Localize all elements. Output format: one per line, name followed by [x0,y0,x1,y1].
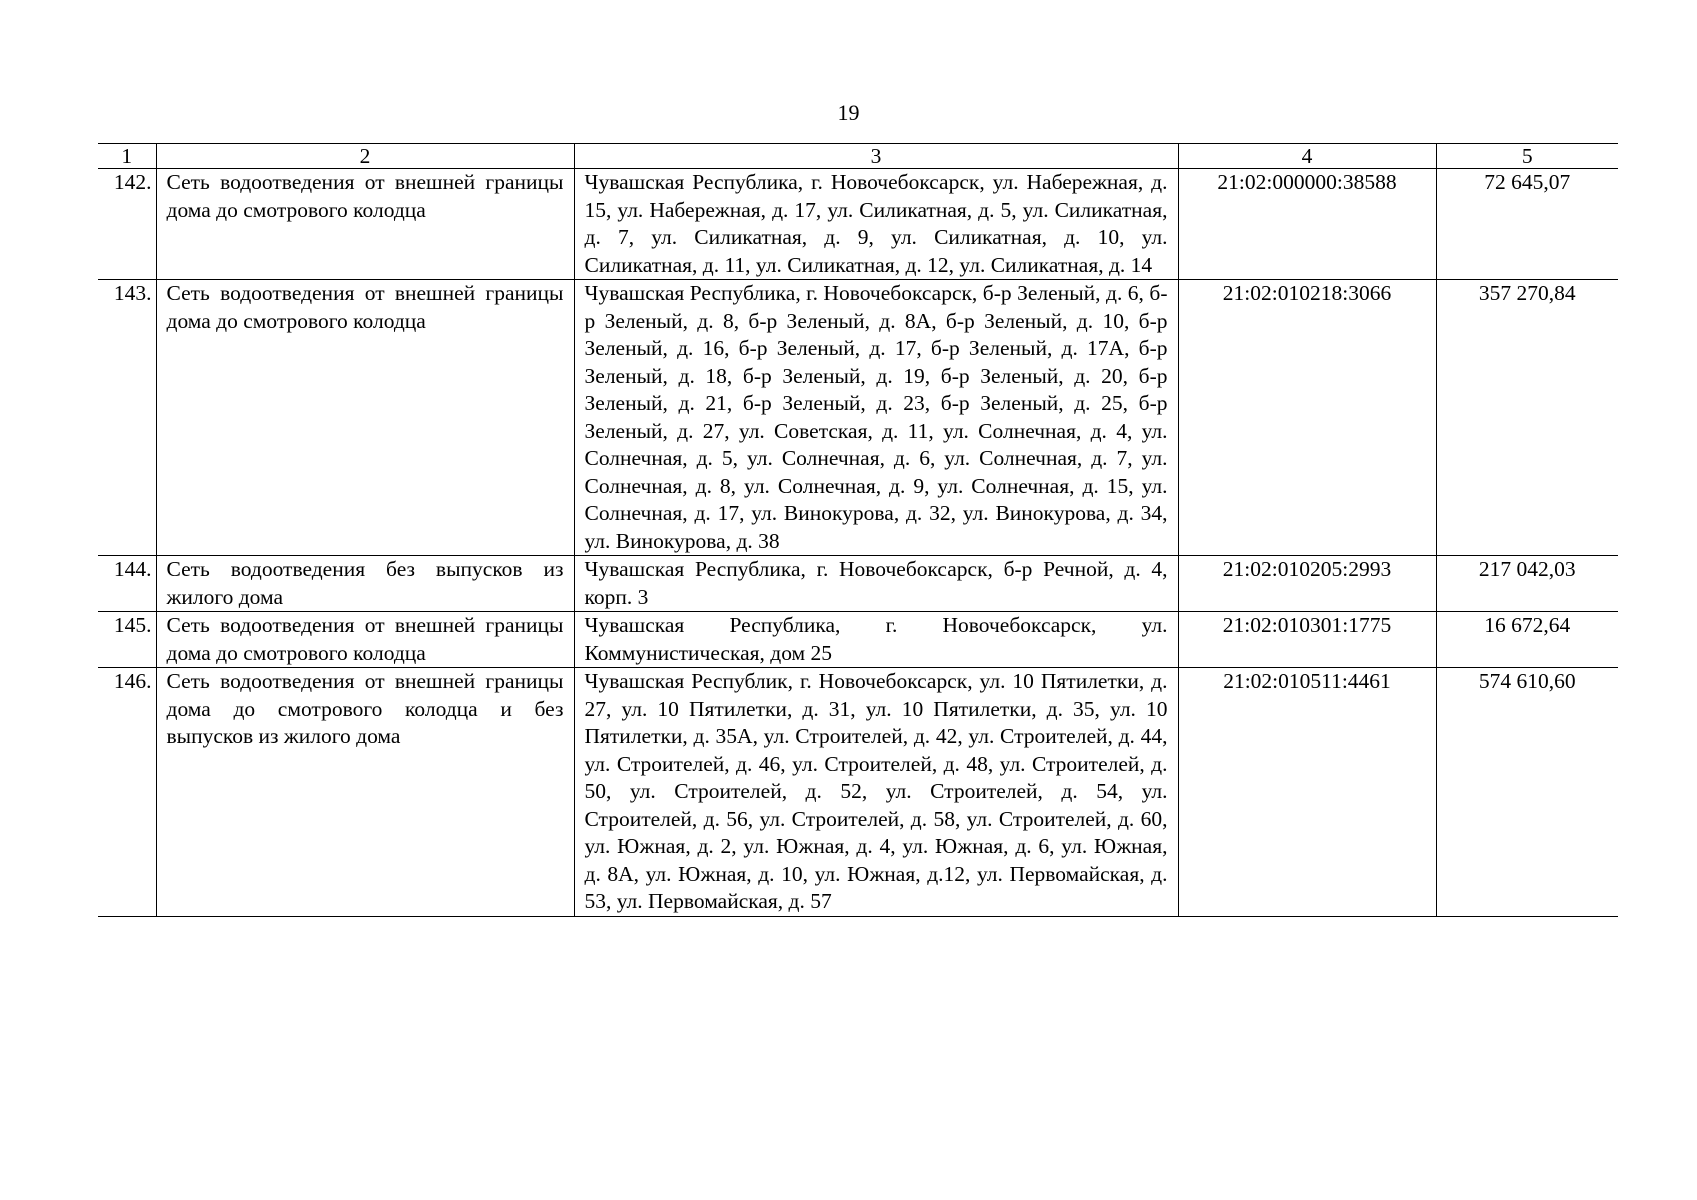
object-name: Сеть водоотведения от внешней границы дома до смотрового колодца [156,169,574,280]
object-name: Сеть водоотведения от внешней границы дома до смотрового колодца [156,612,574,668]
object-value: 16 672,64 [1436,612,1618,668]
object-value: 72 645,07 [1436,169,1618,280]
row-number: 146. [98,668,156,917]
row-number: 143. [98,280,156,556]
table-header-row [98,144,1618,169]
header-cell-5: 5 [1436,144,1618,169]
cadastral-number: 21:02:010511:4461 [1178,668,1436,917]
cadastral-number: 21:02:000000:38588 [1178,169,1436,280]
object-value: 217 042,03 [1436,556,1618,612]
object-address: Чувашская Республика, г. Новочебоксарск, ул. Коммунистическая, дом 25 [574,612,1178,668]
object-address: Чувашская Республика, г. Новочебоксарск, ул. Набережная, д. 15, ул. Набережная, д. 17, ул. Силикатная, д. 5, ул. Силикатная, д. 7, ул. Силикатная, д. 9, ул. Силикатная, д. 10, ул. Силикатная, д. 11, ул. Силикатная, д. 12, ул. Силикатная, д. 14 [574,169,1178,280]
cadastral-number: 21:02:010218:3066 [1178,280,1436,556]
object-name: Сеть водоотведения без выпусков из жилого дома [156,556,574,612]
table-row [98,668,1618,917]
table-row [98,556,1618,612]
header-cell-1: 1 [98,144,156,169]
header-cell-2: 2 [156,144,574,169]
object-name: Сеть водоотведения от внешней границы дома до смотрового колодца [156,280,574,556]
header-cell-4: 4 [1178,144,1436,169]
object-value: 574 610,60 [1436,668,1618,917]
header-cell-3: 3 [574,144,1178,169]
property-table [98,143,1618,917]
row-number: 144. [98,556,156,612]
table-row [98,280,1618,556]
page-number: 19 [837,100,860,125]
row-number: 145. [98,612,156,668]
table-row [98,169,1618,280]
object-address: Чувашская Республика, г. Новочебоксарск, б-р Зеленый, д. 6, б-р Зеленый, д. 8, б-р Зеленый, д. 8А, б-р Зеленый, д. 10, б-р Зеленый, д. 16, б-р Зеленый, д. 17, б-р Зеленый, д. 17А, б-р Зеленый, д. 18, б-р Зеленый, д. 19, б-р Зеленый, д. 20, б-р Зеленый, д. 21, б-р Зеленый, д. 23, б-р Зеленый, д. 25, б-р Зеленый, д. 27, ул. Советская, д. 11, ул. Солнечная, д. 4, ул. Солнечная, д. 5, ул. Солнечная, д. 6, ул. Солнечная, д. 7, ул. Солнечная, д. 8, ул. Солнечная, д. 9, ул. Солнечная, д. 15, ул. Солнечная, д. 17, ул. Винокурова, д. 32, ул. Винокурова, д. 34, ул. Винокурова, д. 38 [574,280,1178,556]
object-name: Сеть водоотведения от внешней границы дома до смотрового колодца и без выпусков из жилого дома [156,668,574,917]
table-row [98,612,1618,668]
object-address: Чувашская Республик, г. Новочебоксарск, ул. 10 Пятилетки, д. 27, ул. 10 Пятилетки, д. 31, ул. 10 Пятилетки, д. 35, ул. 10 Пятилетки, д. 35А, ул. Строителей, д. 42, ул. Строителей, д. 44, ул. Строителей, д. 46, ул. Строителей, д. 48, ул. Строителей, д. 50, ул. Строителей, д. 52, ул. Строителей, д. 54, ул. Строителей, д. 56, ул. Строителей, д. 58, ул. Строителей, д. 60, ул. Южная, д. 2, ул. Южная, д. 4, ул. Южная, д. 6, ул. Южная, д. 8А, ул. Южная, д. 10, ул. Южная, д.12, ул. Первомайская, д. 53, ул. Первомайская, д. 57 [574,668,1178,917]
object-address: Чувашская Республика, г. Новочебоксарск, б-р Речной, д. 4, корп. 3 [574,556,1178,612]
row-number: 142. [98,169,156,280]
cadastral-number: 21:02:010205:2993 [1178,556,1436,612]
object-value: 357 270,84 [1436,280,1618,556]
cadastral-number: 21:02:010301:1775 [1178,612,1436,668]
